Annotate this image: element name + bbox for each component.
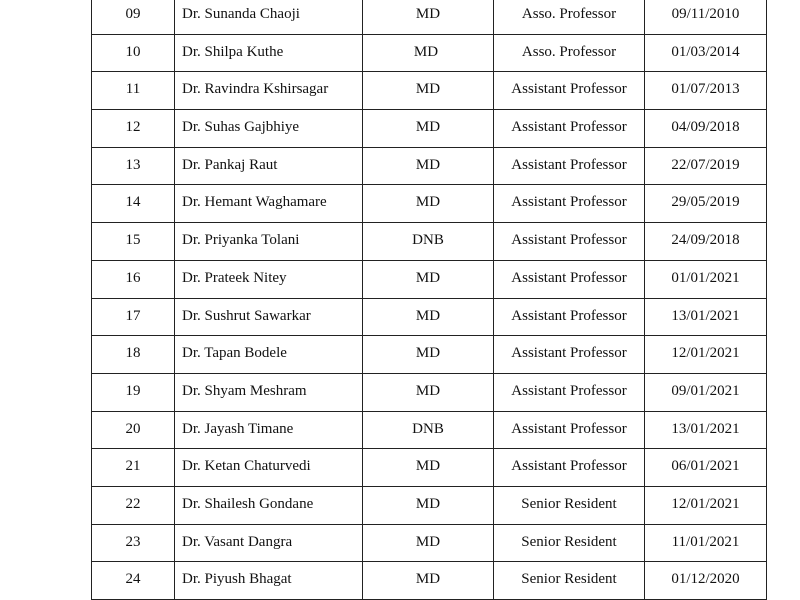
serial-number-cell [92,0,175,34]
qualification-text: MD [415,495,441,512]
joining-date-text: 12/01/2021 [671,495,740,512]
designation-cell [494,562,645,600]
faculty-name-text: Dr. Ketan Chaturvedi [182,458,311,475]
qualification-text: DNB [412,420,444,437]
qualification-cell [363,449,494,487]
joining-date-cell [645,562,767,600]
serial-number-cell [92,524,175,562]
qualification-text: MD [415,269,441,286]
joining-date-cell [645,411,767,449]
qualification-cell [363,34,494,72]
designation-cell [494,223,645,261]
table-row [92,110,767,148]
joining-date-cell [645,373,767,411]
serial-number-cell [92,486,175,524]
faculty-name-text: Dr. Prateek Nitey [182,269,287,286]
qualification-text: MD [415,156,441,173]
serial-number-text: 10 [125,43,141,60]
faculty-name-cell [175,260,363,298]
qualification-cell [363,524,494,562]
faculty-name-text: Dr. Shilpa Kuthe [182,43,284,60]
serial-number-text: 11 [125,81,141,98]
designation-cell [494,260,645,298]
qualification-text: MD [415,345,441,362]
table-row [92,373,767,411]
joining-date-cell [645,524,767,562]
faculty-name-cell [175,110,363,148]
designation-cell [494,110,645,148]
qualification-text: MD [415,119,441,136]
designation-cell [494,524,645,562]
joining-date-cell [645,0,767,34]
designation-text: Assistant Professor [511,420,627,437]
designation-cell [494,34,645,72]
serial-number-text: 21 [125,458,141,475]
table-row [92,72,767,110]
serial-number-cell [92,411,175,449]
table-row [92,147,767,185]
joining-date-cell [645,147,767,185]
faculty-name-cell [175,0,363,34]
faculty-name-text: Dr. Hemant Waghamare [182,194,327,211]
joining-date-text: 24/09/2018 [671,232,740,249]
faculty-name-cell [175,223,363,261]
serial-number-text: 18 [125,345,141,362]
qualification-text: MD [415,533,441,550]
qualification-text: MD [415,6,441,22]
designation-text: Assistant Professor [511,232,627,249]
designation-cell [494,147,645,185]
joining-date-text: 01/07/2013 [671,81,740,98]
table-row [92,34,767,72]
serial-number-cell [92,110,175,148]
joining-date-text: 09/01/2021 [671,382,740,399]
qualification-cell [363,110,494,148]
joining-date-cell [645,72,767,110]
faculty-name-text: Dr. Jayash Timane [182,420,294,437]
faculty-name-text: Dr. Priyanka Tolani [182,232,300,249]
designation-cell [494,373,645,411]
qualification-cell [363,223,494,261]
qualification-cell [363,0,494,34]
designation-text: Senior Resident [521,495,617,512]
faculty-table [91,0,767,600]
faculty-name-text: Dr. Sushrut Sawarkar [182,307,311,324]
faculty-name-text: Dr. Shailesh Gondane [182,495,314,512]
joining-date-text: 01/12/2020 [671,571,740,588]
joining-date-cell [645,110,767,148]
serial-number-cell [92,449,175,487]
joining-date-cell [645,34,767,72]
qualification-cell [363,72,494,110]
faculty-name-cell [175,449,363,487]
faculty-name-text: Dr. Piyush Bhagat [182,571,292,588]
qualification-cell [363,336,494,374]
table-row [92,0,767,34]
table-row [92,298,767,336]
joining-date-text: 04/09/2018 [671,119,740,136]
serial-number-text: 16 [125,269,141,286]
faculty-name-text: Dr. Vasant Dangra [182,533,293,550]
serial-number-cell [92,223,175,261]
joining-date-cell [645,223,767,261]
qualification-cell [363,411,494,449]
designation-cell [494,0,645,34]
designation-text: Asso. Professor [521,6,617,22]
faculty-name-text: Dr. Tapan Bodele [182,345,287,362]
faculty-name-cell [175,524,363,562]
qualification-cell [363,373,494,411]
qualification-text: MD [415,571,441,588]
faculty-name-cell [175,373,363,411]
designation-text: Assistant Professor [511,345,627,362]
table-row [92,260,767,298]
table-row [92,562,767,600]
designation-text: Assistant Professor [511,156,627,173]
designation-text: Assistant Professor [511,194,627,211]
qualification-cell [363,260,494,298]
serial-number-text: 23 [125,533,141,550]
table-row [92,411,767,449]
designation-text: Asso. Professor [521,43,617,60]
faculty-name-text: Dr. Shyam Meshram [182,382,307,399]
joining-date-text: 11/01/2021 [671,533,740,550]
qualification-cell [363,562,494,600]
joining-date-cell [645,449,767,487]
designation-text: Senior Resident [521,533,617,550]
serial-number-cell [92,147,175,185]
faculty-name-text: Dr. Sunanda Chaoji [182,6,300,22]
serial-number-cell [92,34,175,72]
faculty-name-cell [175,486,363,524]
qualification-text: MD [415,194,441,211]
designation-cell [494,185,645,223]
qualification-text: MD [415,81,441,98]
faculty-name-cell [175,562,363,600]
serial-number-text: 22 [125,495,141,512]
qualification-text: MD [413,43,439,60]
faculty-name-cell [175,185,363,223]
joining-date-cell [645,185,767,223]
joining-date-text: 22/07/2019 [671,156,740,173]
joining-date-cell [645,336,767,374]
faculty-name-text: Dr. Ravindra Kshirsagar [182,81,329,98]
serial-number-cell [92,373,175,411]
serial-number-text: 19 [125,382,141,399]
serial-number-text: 12 [125,119,141,136]
serial-number-cell [92,72,175,110]
serial-number-text: 13 [125,156,141,173]
qualification-text: DNB [412,232,444,249]
designation-cell [494,72,645,110]
joining-date-text: 01/03/2014 [671,43,740,60]
joining-date-cell [645,298,767,336]
qualification-text: MD [415,382,441,399]
designation-text: Assistant Professor [511,119,627,136]
qualification-cell [363,486,494,524]
faculty-name-text: Dr. Suhas Gajbhiye [182,119,300,136]
serial-number-text: 24 [125,571,141,588]
designation-text: Assistant Professor [511,269,627,286]
joining-date-text: 12/01/2021 [671,345,740,362]
table-row [92,486,767,524]
faculty-name-cell [175,411,363,449]
table-row [92,524,767,562]
designation-text: Assistant Professor [511,307,627,324]
joining-date-text: 13/01/2021 [671,420,740,437]
designation-text: Assistant Professor [511,382,627,399]
joining-date-text: 01/01/2021 [671,269,740,286]
faculty-table-body [92,0,767,600]
serial-number-cell [92,336,175,374]
qualification-cell [363,147,494,185]
serial-number-cell [92,260,175,298]
qualification-text: MD [415,307,441,324]
qualification-cell [363,185,494,223]
designation-cell [494,298,645,336]
table-row [92,336,767,374]
faculty-name-cell [175,34,363,72]
joining-date-text: 06/01/2021 [671,458,740,475]
qualification-text: MD [415,458,441,475]
joining-date-cell [645,486,767,524]
serial-number-text: 15 [125,232,141,249]
serial-number-text: 17 [125,307,141,324]
serial-number-cell [92,185,175,223]
table-row [92,185,767,223]
designation-cell [494,449,645,487]
designation-cell [494,411,645,449]
joining-date-text: 29/05/2019 [671,194,740,211]
serial-number-cell [92,562,175,600]
qualification-cell [363,298,494,336]
designation-text: Assistant Professor [511,458,627,475]
joining-date-cell [645,260,767,298]
table-row [92,449,767,487]
serial-number-text: 09 [125,6,141,22]
designation-cell [494,336,645,374]
serial-number-text: 14 [125,194,141,211]
designation-text: Senior Resident [521,571,617,588]
faculty-name-cell [175,72,363,110]
designation-cell [494,486,645,524]
faculty-name-cell [175,147,363,185]
faculty-name-text: Dr. Pankaj Raut [182,156,278,173]
table-row [92,223,767,261]
designation-text: Assistant Professor [511,81,627,98]
serial-number-cell [92,298,175,336]
joining-date-text: 13/01/2021 [671,307,740,324]
joining-date-text: 09/11/2010 [671,6,740,22]
faculty-name-cell [175,336,363,374]
serial-number-text: 20 [125,420,141,437]
faculty-name-cell [175,298,363,336]
